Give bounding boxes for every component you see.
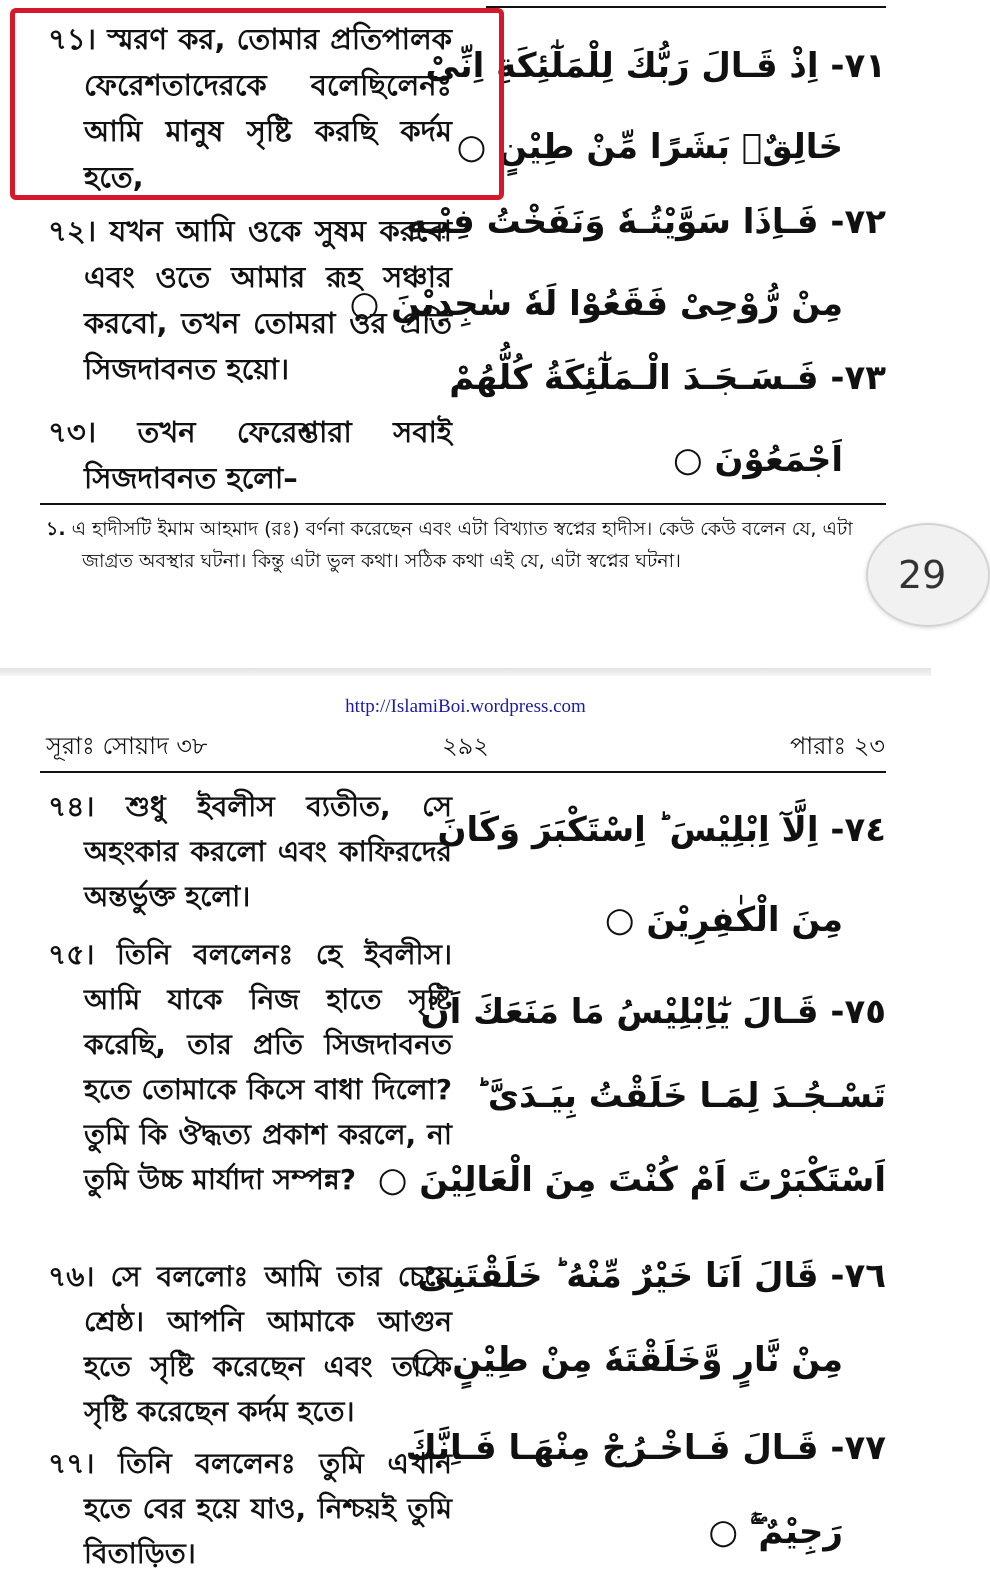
verse-71-arabic-line-1: ٧١- اِذْ قَـالَ رَبُّكَ لِلْمَلٰٓئِكَةِ اِنِّىْ bbox=[425, 46, 886, 86]
bottom-page bbox=[0, 676, 931, 1569]
verse-number: ৭৩। bbox=[48, 415, 97, 449]
header-rule bbox=[40, 771, 886, 773]
verse-74-bangla bbox=[48, 784, 452, 919]
verse-text: তিনি বললেনঃ তুমি এখান হতে বের হয়ে যাও, নিশ্চয়ই তুমি বিতাড়িত। bbox=[84, 1447, 453, 1570]
page-divider bbox=[0, 668, 931, 676]
verse-number: ৭৪। bbox=[48, 790, 95, 823]
verse-75-arabic-line-3: اَسْتَكْبَرْتَ اَمْ كُنْتَ مِنَ الْعَالِيْنَ ○ bbox=[377, 1160, 886, 1200]
verse-74-arabic-line-1: ٧٤- اِلَّآ اِبْلِيْسَ ؕ اِسْتَكْبَرَ وَكَانَ bbox=[437, 810, 886, 850]
verse-text: তিনি বললেনঃ হে ইবলীস। আমি যাকে নিজ হাতে সৃষ্টি করেছি, তার প্রতি সিজদাবনত হতে তোমাকে কিসে বাধা দিলো? তুমি কি ঔদ্ধত্য প্রকাশ করলে, না তুমি উচ্চ মার্যাদা সম্পন্ন? bbox=[84, 938, 452, 1196]
verse-text: তখন ফেরেশ্তারা সবাই সিজদাবনত হলো– bbox=[84, 415, 452, 495]
verse-72-arabic-line-2: مِنْ رُّوْحِىْ فَقَعُوْا لَهٗ سٰجِدِيْنَ ○ bbox=[349, 284, 843, 324]
verse-text: যখন আমি ওকে সুষম করবো এবং ওতে আমার রূহ সঞ্চার করবো, তখন তোমরা ওর প্রতি সিজদাবনত হয়ো। bbox=[84, 214, 452, 386]
top-rule bbox=[486, 6, 886, 8]
para-header: পারাঃ ২৩ bbox=[789, 732, 885, 760]
source-url-link[interactable]: http://IslamiBoi.wordpress.com bbox=[345, 696, 586, 717]
verse-76-arabic-line-1: ٧٦- قَالَ اَنَا خَيْرٌ مِّنْهُ ؕ خَلَقْتَنِىْ bbox=[417, 1256, 886, 1296]
verse-76-bangla bbox=[48, 1254, 452, 1434]
verse-77-arabic-line-2: رَجِيْمٌ ۚۖ ○ bbox=[708, 1512, 843, 1552]
verse-number: ৭১। bbox=[48, 22, 97, 56]
verse-77-bangla bbox=[48, 1441, 452, 1576]
verse-76-arabic-line-2: مِنْ نَّارٍ وَّخَلَقْتَهٗ مِنْ طِيْنٍ ○ bbox=[410, 1340, 843, 1380]
verse-75-arabic-line-2: تَسْـجُـدَ لِمَـا خَلَقْتُ بِيَـدَىَّ ؕ bbox=[476, 1076, 886, 1116]
verse-74-arabic-line-2: مِنَ الْكٰفِرِيْنَ ○ bbox=[604, 900, 843, 940]
page-number-badge-label: 29 bbox=[898, 553, 947, 597]
top-page bbox=[0, 0, 947, 660]
surah-header: সূরাঃ সোয়াদ ৩৮ bbox=[46, 732, 208, 760]
highlight-box bbox=[10, 8, 504, 200]
footnote-marker: ১. bbox=[46, 518, 66, 540]
verse-73-arabic-line-1: ٧٣- فَـسَـجَـدَ الْـمَلٰٓئِكَةُ كُلُّهُمْ bbox=[449, 358, 886, 398]
verse-text: স্মরণ কর, তোমার প্রতিপালক ফেরেশতাদেরকে বলেছিলেনঃ আমি মানুষ সৃষ্টি করছি কর্দম হতে, bbox=[84, 22, 452, 194]
page-number-header: ২৯২ bbox=[442, 732, 489, 760]
verse-75-arabic-line-1: ٧٥- قَـالَ يٰٓاِبْلِيْسُ مَا مَنَعَكَ اَنْ bbox=[420, 992, 886, 1032]
verse-number: ৭৬। bbox=[48, 1260, 95, 1293]
verse-number: ৭২। bbox=[48, 214, 97, 248]
page-number-badge[interactable] bbox=[866, 523, 990, 627]
footnote-rule bbox=[40, 503, 886, 505]
verse-73-arabic-line-2: اَجْمَعُوْنَ ○ bbox=[673, 440, 843, 480]
footnote bbox=[46, 513, 886, 577]
verse-text: শুধু ইবলীস ব্যতীত, সে অহংকার করলো এবং কাফিরদের অন্তর্ভুক্ত হলো। bbox=[84, 790, 452, 913]
verse-text: সে বললোঃ আমি তার চেয়ে শ্রেষ্ঠ। আপনি আমাকে আগুন হতে সৃষ্টি করেছেন এবং তাকে সৃষ্টি করেছেন কর্দম হতে। bbox=[84, 1260, 452, 1428]
verse-73-bangla bbox=[48, 409, 452, 501]
verse-number: ৭৫। bbox=[48, 938, 95, 971]
verse-number: ৭৭। bbox=[48, 1447, 95, 1480]
verse-77-arabic-line-1: ٧٧- قَـالَ فَـاخْـرُجْ مِنْهَـا فَـاِنَّكَ bbox=[405, 1428, 886, 1468]
verse-71-arabic-line-2: خَالِقٌۢ بَشَرًا مِّنْ طِيْنٍ ○ bbox=[456, 127, 843, 167]
footnote-text: এ হাদীসটি ইমাম আহমাদ (রঃ) বর্ণনা করেছেন এবং এটা বিখ্যাত স্বপ্নের হাদীস। কেউ কেউ বলেন যে, এটা জাগ্রত অবস্থার ঘটনা। কিন্তু এটা ভুল কথা। সঠিক কথা এই যে, এটা স্বপ্নের ঘটনা। bbox=[71, 518, 853, 572]
verse-72-arabic-line-1: ٧٢- فَـاِذَا سَوَّيْتُـهٗ وَنَفَخْتُ فِيْـهِ bbox=[406, 202, 886, 242]
